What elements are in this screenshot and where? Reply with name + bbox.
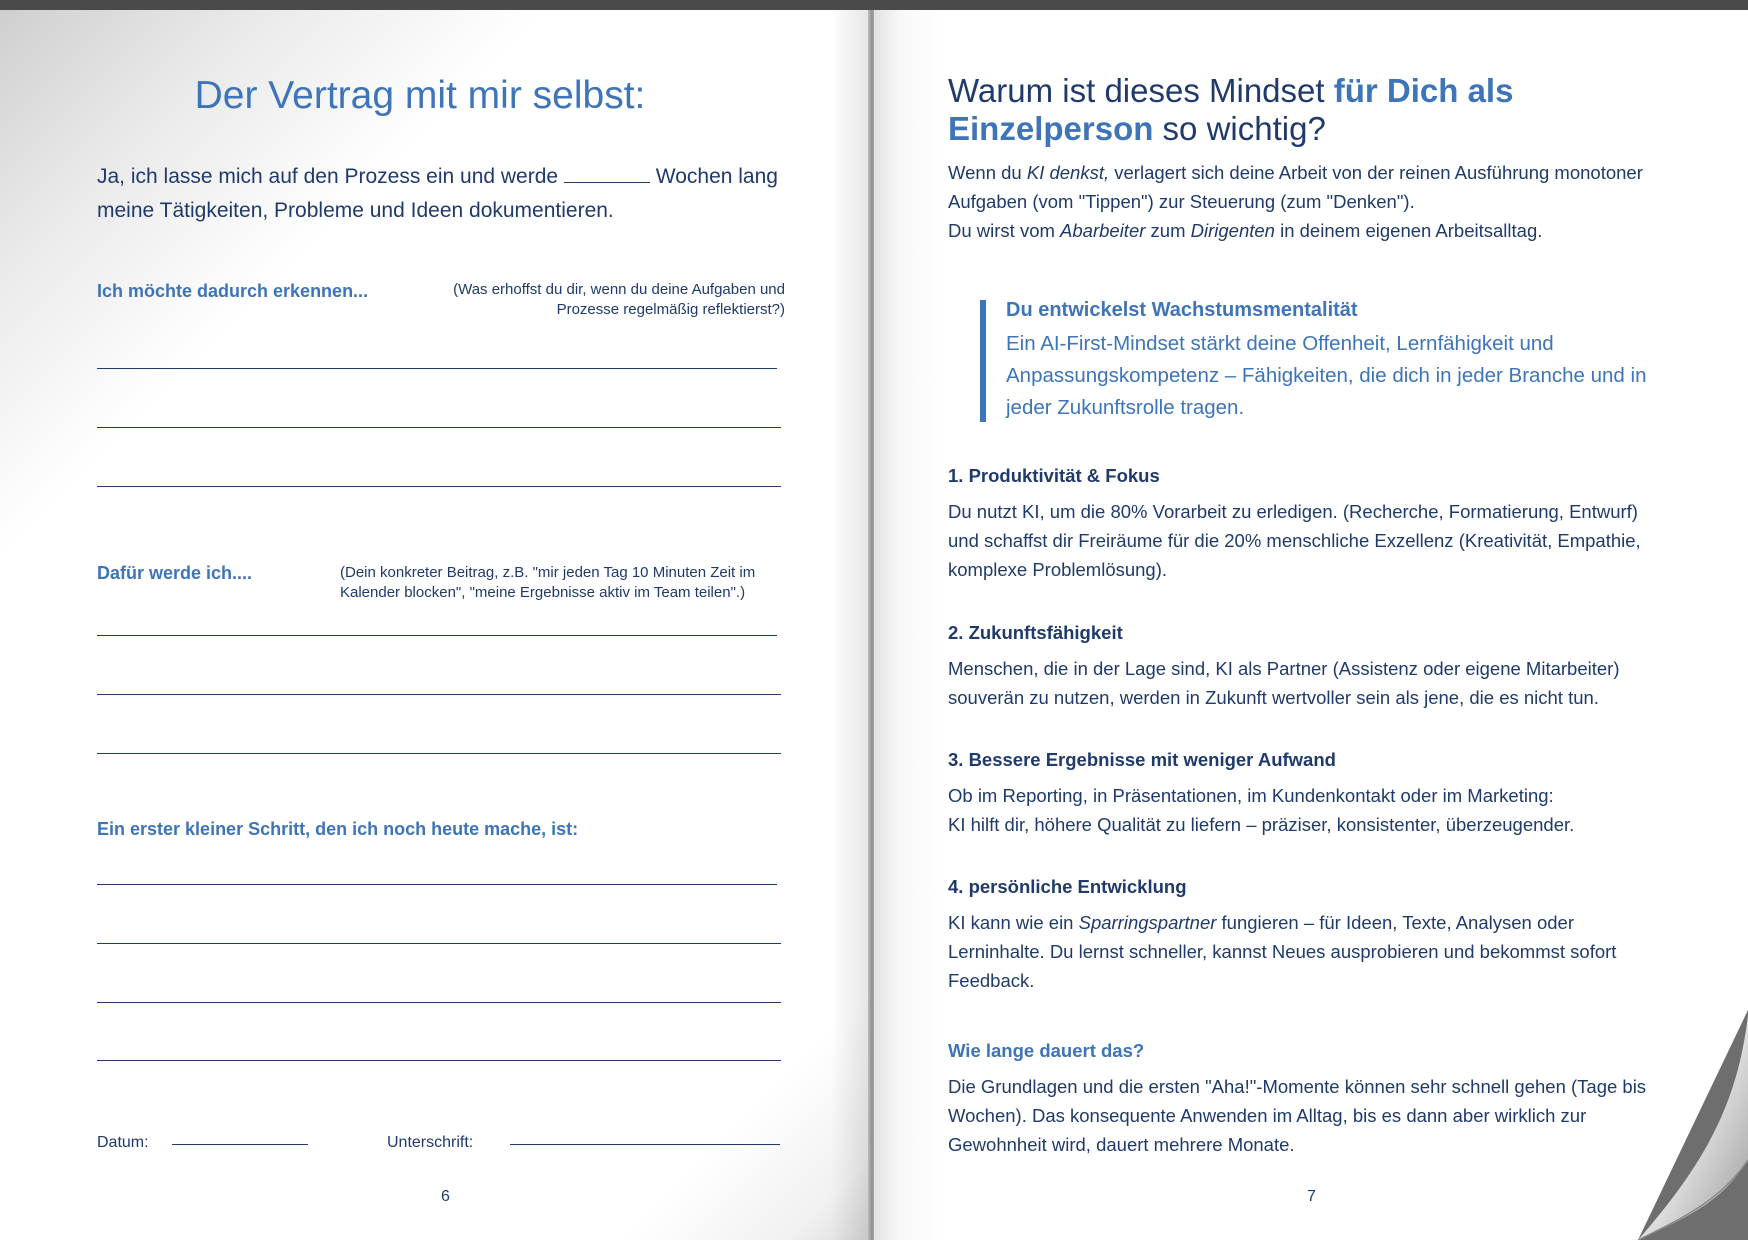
intro-text: Du wirst vom: [948, 220, 1061, 241]
intro-italic: Dirigenten: [1190, 220, 1275, 241]
point-heading: 1. Produktivität & Fokus: [948, 465, 1160, 486]
hint-line: (Dein konkreter Beitrag, z.B. "mir jeden Tag 10 Minuten Zeit im: [340, 564, 756, 581]
page-curl-icon[interactable]: [1598, 1010, 1748, 1240]
contract-title: Der Vertrag mit mir selbst:: [194, 74, 646, 117]
intro-text-1: Ja, ich lasse mich auf den Prozess ein und werde: [97, 165, 559, 188]
point-body-line: Ob im Reporting, in Präsentationen, im Kundenkontakt oder im Marketing:: [948, 785, 1554, 806]
signature-label: Unterschrift:: [387, 1134, 474, 1151]
date-field[interactable]: [172, 1144, 308, 1145]
quote-heading: Du entwickelst Wachstumsmentalität: [1006, 299, 1358, 321]
title-highlight: für Dich als Einzelperson: [948, 72, 1514, 147]
mindset-title: [948, 72, 1668, 148]
mindset-intro: [948, 158, 1668, 245]
page-left: [0, 10, 870, 1240]
window-top-bar: [0, 0, 1748, 10]
point-heading: 3. Bessere Ergebnisse mit weniger Aufwand: [948, 749, 1336, 770]
point-body-text: KI kann wie ein: [948, 912, 1079, 933]
point-heading: 2. Zukunftsfähigkeit: [948, 622, 1123, 643]
section-recognize-label: Ich möchte dadurch erkennen...: [97, 281, 369, 301]
point-heading: 4. persönliche Entwicklung: [948, 876, 1187, 897]
page-right: [874, 10, 1748, 1240]
point-body-italic: Sparringspartner: [1078, 912, 1217, 933]
point-body: Menschen, die in der Lage sind, KI als Partner (Assistenz oder eigene Mitarbeiter) souverän zu nutzen, werden in Zukunft wertvoller sein als jene, die es nicht tun.: [948, 658, 1620, 708]
write-line[interactable]: [97, 635, 777, 636]
contract-intro: [97, 160, 797, 228]
title-text-1: Warum ist dieses Mindset: [948, 72, 1334, 109]
hint-line: Kalender blocken", "meine Ergebnisse aktiv im Team teilen".): [340, 584, 746, 601]
write-line[interactable]: [97, 427, 781, 428]
title-text-2: so wichtig?: [1153, 110, 1326, 147]
intro-italic: Abarbeiter: [1060, 220, 1146, 241]
write-line[interactable]: [97, 1002, 781, 1003]
signature-field[interactable]: [510, 1144, 780, 1145]
quote-accent-bar: [980, 300, 986, 422]
write-line[interactable]: [97, 368, 777, 369]
section-first-step-label: Ein erster kleiner Schritt, den ich noch heute mache, ist:: [97, 819, 579, 839]
weeks-blank-field[interactable]: [564, 162, 650, 183]
hint-line: Prozesse regelmäßig reflektierst?): [556, 301, 785, 318]
write-line[interactable]: [97, 694, 781, 695]
hint-line: (Was erhoffst du dir, wenn du deine Aufgaben und: [453, 281, 785, 298]
write-line[interactable]: [97, 486, 781, 487]
quote-body: Ein AI-First-Mindset stärkt deine Offenheit, Lernfähigkeit und Anpassungskompetenz – Fähigkeiten, die dich in jeder Branche und in jeder Zukunftsrolle tragen.: [1006, 332, 1647, 419]
intro-text-2: Wochen lang meine Tätigkeiten, Probleme und Ideen dokumentieren.: [97, 165, 778, 222]
write-line[interactable]: [97, 943, 781, 944]
intro-text: verlagert sich deine Arbeit von der reinen Ausführung monotoner Aufgaben (vom "Tippen") zur Steuerung (zum "Denken").: [948, 162, 1643, 212]
write-line[interactable]: [97, 1060, 781, 1061]
page-number: 6: [441, 1188, 450, 1205]
write-line[interactable]: [97, 753, 781, 754]
point-body-text: fungieren – für Ideen, Texte, Analysen oder Lerninhalte. Du lernst schneller, kannst Neues ausprobieren und bekommst sofort Feedback.: [948, 912, 1617, 991]
point-body: Du nutzt KI, um die 80% Vorarbeit zu erledigen. (Recherche, Formatierung, Entwurf) und schaffst dir Freiräume für die 20% menschliche Exzellenz (Kreativität, Empathie, komplexe Problemlösung).: [948, 501, 1641, 580]
point-body-line: KI hilft dir, höhere Qualität zu liefern – präziser, konsistenter, überzeugender.: [948, 814, 1575, 835]
page-number: 7: [1307, 1188, 1316, 1205]
duration-heading: Wie lange dauert das?: [948, 1040, 1145, 1061]
point-body: [948, 781, 1688, 839]
duration-body: Die Grundlagen und die ersten "Aha!"-Momente können sehr schnell gehen (Tage bis Wochen). Das konsequente Anwenden im Alltag, bis es dann aber wirklich zur Gewohnheit wird, dauert mehrere Monate.: [948, 1076, 1647, 1155]
section-commit-label: Dafür werde ich....: [97, 563, 253, 583]
date-label: Datum:: [97, 1134, 149, 1151]
intro-text: Wenn du: [948, 162, 1027, 183]
section-commit-hint: [340, 563, 785, 603]
write-line[interactable]: [97, 884, 777, 885]
intro-italic: KI denkst,: [1026, 162, 1110, 183]
point-body: [948, 908, 1648, 995]
intro-text: zum: [1145, 220, 1191, 241]
section-recognize-hint: [410, 280, 785, 320]
intro-text: in deinem eigenen Arbeitsalltag.: [1274, 220, 1543, 241]
